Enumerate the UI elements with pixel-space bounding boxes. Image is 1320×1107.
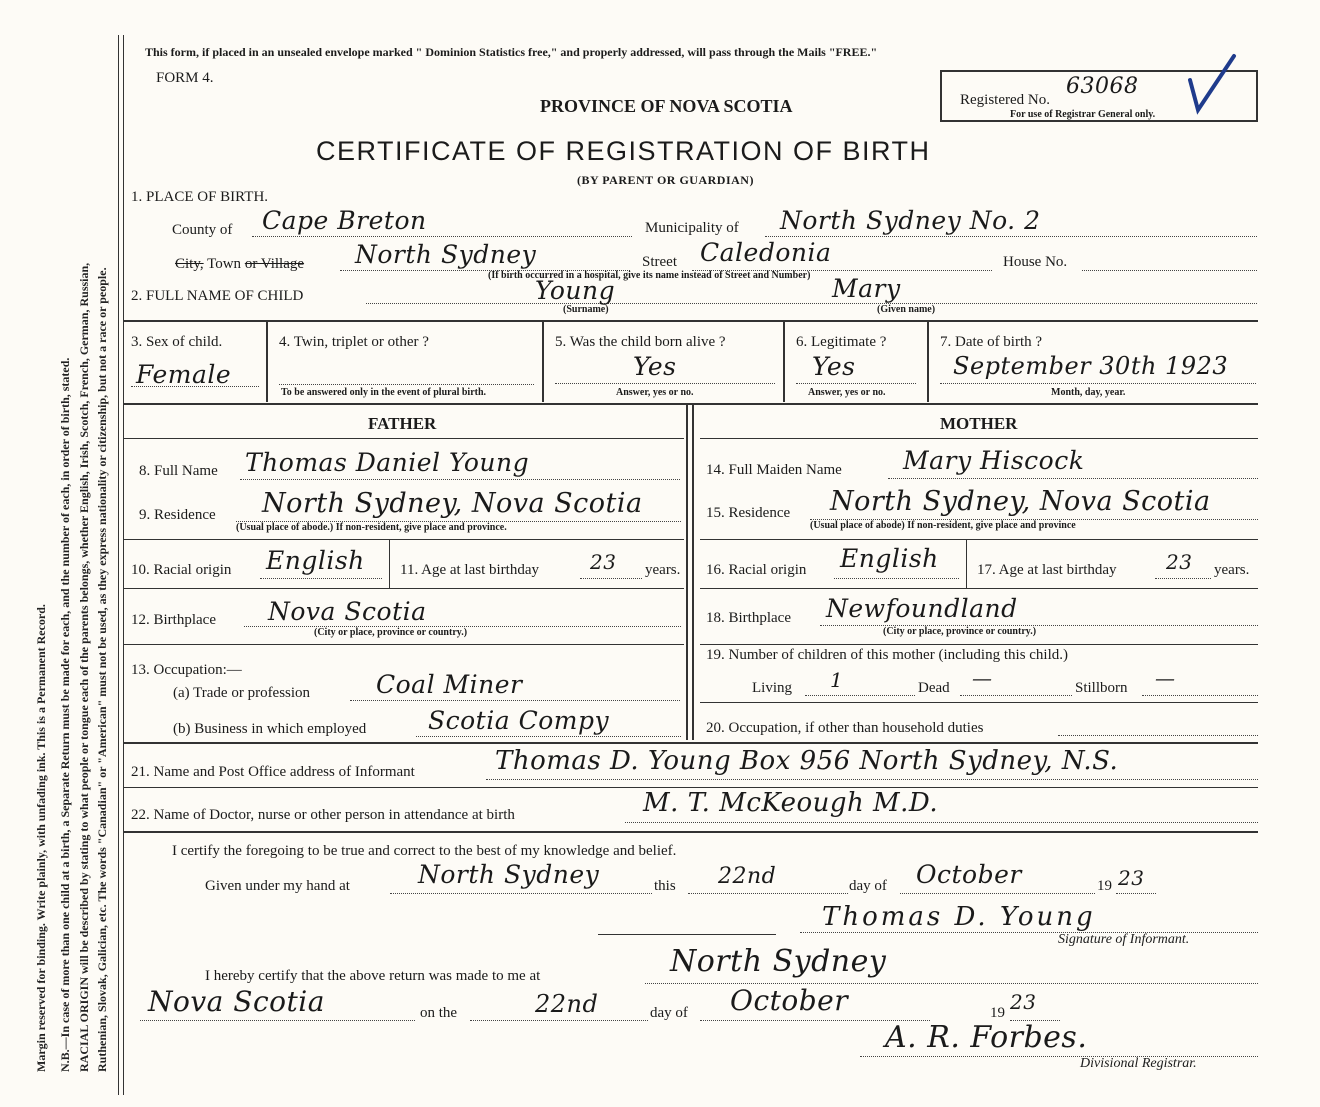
- living-label: Living: [752, 680, 792, 696]
- page-title: CERTIFICATE OF REGISTRATION OF BIRTH: [316, 136, 931, 166]
- registrar-statement: I hereby certify that the above return was made to me at: [205, 968, 541, 984]
- mother-name-label: 14. Full Maiden Name: [706, 462, 842, 478]
- father-age-unit: years.: [645, 562, 681, 578]
- children-count-label: 19. Number of children of this mother (including this child.): [706, 647, 1069, 663]
- trade-value: Coal Miner: [376, 670, 523, 699]
- doctor-value: M. T. McKeough M.D.: [643, 788, 939, 818]
- father-age-value: 23: [590, 550, 617, 574]
- alive-value: Yes: [633, 352, 677, 381]
- given-day-of-label: day of: [849, 878, 887, 894]
- county-value: Cape Breton: [262, 206, 427, 235]
- informant-signature: Thomas D. Young: [822, 902, 1096, 932]
- margin-rule: [118, 35, 119, 1095]
- father-racial-value: English: [266, 546, 365, 575]
- street-label: Street: [642, 254, 677, 270]
- town-label: [175, 256, 304, 273]
- legitimate-caption: Answer, yes or no.: [808, 387, 886, 398]
- this-label: this: [654, 878, 676, 894]
- registrar-month-value: October: [730, 984, 849, 1017]
- binding-margin: [0, 0, 122, 1107]
- father-heading: FATHER: [368, 414, 437, 433]
- dob-label: 7. Date of birth ?: [940, 334, 1043, 350]
- place-of-birth-heading: 1. PLACE OF BIRTH.: [131, 189, 269, 205]
- certification-statement: I certify the foregoing to be true and correct to the best of my knowledge and belief.: [172, 843, 677, 859]
- legitimate-label: 6. Legitimate ?: [796, 334, 887, 350]
- registrar-day-of-label: day of: [650, 1005, 688, 1021]
- municipality-value: North Sydney No. 2: [780, 206, 1041, 235]
- sex-value: Female: [136, 360, 232, 389]
- surname-caption: (Surname): [563, 304, 609, 315]
- mother-birthplace-value: Newfoundland: [826, 594, 1018, 623]
- registrar-day-value: 22nd: [535, 990, 599, 1018]
- given-year-value: 23: [1118, 866, 1145, 890]
- mother-age-unit: years.: [1214, 562, 1250, 578]
- form-number: FORM 4.: [156, 70, 214, 86]
- legitimate-value: Yes: [812, 352, 856, 381]
- dob-value: September 30th 1923: [953, 352, 1229, 380]
- informant-label: 21. Name and Post Office address of Informant: [131, 764, 415, 780]
- child-surname-value: Young: [535, 276, 616, 305]
- column-divider: [686, 405, 688, 740]
- father-name-value: Thomas Daniel Young: [245, 448, 530, 477]
- mother-residence-value: North Sydney, Nova Scotia: [830, 486, 1211, 517]
- mother-residence-caption: (Usual place of abode) If non-resident, give place and province: [810, 520, 1076, 531]
- stillborn-label: Stillborn: [1075, 680, 1128, 696]
- city-struck: City,: [175, 256, 204, 272]
- mother-racial-value: English: [840, 544, 939, 573]
- registered-label: Registered No.: [960, 92, 1050, 108]
- alive-caption: Answer, yes or no.: [616, 387, 694, 398]
- business-label: (b) Business in which employed: [173, 721, 367, 737]
- twin-note: To be answered only in the event of plural birth.: [281, 387, 487, 398]
- mother-age-value: 23: [1166, 550, 1193, 574]
- informant-value: Thomas D. Young Box 956 North Sydney, N.S.: [495, 746, 1119, 776]
- father-occupation-label: 13. Occupation:—: [131, 662, 242, 678]
- racial-origin-note-continued: Ruthenian, Slovak, Galician, etc. The words "Canadian" or "American" must not be used, as they express nationality or citizenship, but not a race or people.: [95, 267, 109, 1072]
- registrar-place-value: North Sydney: [670, 944, 887, 979]
- registrar-signature-caption: Divisional Registrar.: [1080, 1056, 1197, 1071]
- mother-residence-label: 15. Residence: [706, 505, 791, 521]
- child-given-value: Mary: [832, 274, 901, 303]
- business-value: Scotia Compy: [428, 706, 610, 735]
- given-label: Given under my hand at: [205, 878, 350, 894]
- child-name-label: 2. FULL NAME OF CHILD: [131, 288, 304, 304]
- street-value: Caledonia: [700, 238, 832, 267]
- registrar-signature: A. R. Forbes.: [885, 1020, 1088, 1055]
- doctor-label: 22. Name of Doctor, nurse or other person in attendance at birth: [131, 807, 515, 823]
- father-residence-value: North Sydney, Nova Scotia: [262, 488, 643, 519]
- alive-label: 5. Was the child born alive ?: [555, 334, 726, 350]
- margin-rule-inner: [123, 35, 124, 1095]
- registered-note: For use of Registrar General only.: [1010, 109, 1156, 120]
- dob-caption: Month, day, year.: [1051, 387, 1126, 398]
- mother-birthplace-label: 18. Birthplace: [706, 610, 791, 626]
- father-racial-label: 10. Racial origin: [131, 562, 232, 578]
- given-day-value: 22nd: [718, 864, 777, 889]
- postal-note: This form, if placed in an unsealed envelope marked " Dominion Statistics free," and properly addressed, will pass through the Mails "FREE.": [145, 45, 878, 59]
- given-month-value: October: [916, 860, 1022, 889]
- father-name-label: 8. Full Name: [139, 463, 218, 479]
- margin-instructions: Margin reserved for binding. Write plainly, with unfading ink. This is a Permanent Record.: [34, 604, 48, 1072]
- given-caption: (Given name): [877, 304, 936, 315]
- mother-age-label: 17. Age at last birthday: [977, 562, 1117, 578]
- house-label: House No.: [1003, 254, 1068, 270]
- stillborn-value: —: [1155, 666, 1176, 690]
- registered-number: 63068: [1066, 74, 1139, 99]
- informant-signature-caption: Signature of Informant.: [1058, 932, 1190, 947]
- mother-occupation-label: 20. Occupation, if other than household duties: [706, 720, 984, 736]
- registrar-year-prefix: 19: [990, 1005, 1005, 1021]
- registrar-on-the-label: on the: [420, 1005, 458, 1021]
- living-value: 1: [830, 668, 844, 692]
- hospital-note: (If birth occurred in a hospital, give its name instead of Street and Number): [488, 270, 811, 281]
- father-birthplace-value: Nova Scotia: [268, 597, 427, 626]
- registrar-province-value: Nova Scotia: [148, 985, 325, 1018]
- mother-name-value: Mary Hiscock: [903, 446, 1085, 475]
- father-age-label: 11. Age at last birthday: [400, 562, 539, 578]
- checkmark-icon: [1182, 50, 1242, 120]
- registered-box: [940, 70, 1258, 122]
- page-subtitle: (BY PARENT OR GUARDIAN): [577, 173, 754, 187]
- father-birthplace-caption: (City or place, province or country.): [314, 627, 468, 638]
- mother-birthplace-caption: (City or place, province or country.): [883, 626, 1037, 637]
- trade-label: (a) Trade or profession: [173, 685, 311, 701]
- father-residence-label: 9. Residence: [139, 507, 216, 523]
- twin-label: 4. Twin, triplet or other ?: [279, 334, 429, 350]
- county-label: County of: [172, 222, 233, 238]
- father-residence-caption: (Usual place of abode.) If non-resident, give place and province.: [236, 522, 507, 533]
- dead-value: —: [972, 666, 993, 690]
- registrar-year-value: 23: [1010, 990, 1037, 1014]
- given-year-prefix: 19: [1097, 878, 1112, 894]
- mother-racial-label: 16. Racial origin: [706, 562, 807, 578]
- town-value: North Sydney: [355, 240, 537, 269]
- mother-heading: MOTHER: [940, 414, 1018, 433]
- sex-label: 3. Sex of child.: [131, 334, 223, 350]
- town-word: Town: [207, 256, 242, 272]
- father-birthplace-label: 12. Birthplace: [131, 612, 216, 628]
- plural-birth-note: N.B.—In case of more than one child at a birth, a Separate Return must be made for each, and the number of each, in order of birth, stated.: [58, 357, 72, 1072]
- given-place-value: North Sydney: [418, 860, 600, 889]
- racial-origin-note: RACIAL ORIGIN will be described by stating to what people or tongue each of the parents belongs, whether English, Irish, Scotch, French, German, Russian,: [77, 262, 91, 1072]
- municipality-label: Municipality of: [645, 220, 739, 236]
- village-struck: or Village: [244, 256, 305, 272]
- dead-label: Dead: [918, 680, 950, 696]
- province-heading: PROVINCE OF NOVA SCOTIA: [540, 96, 793, 116]
